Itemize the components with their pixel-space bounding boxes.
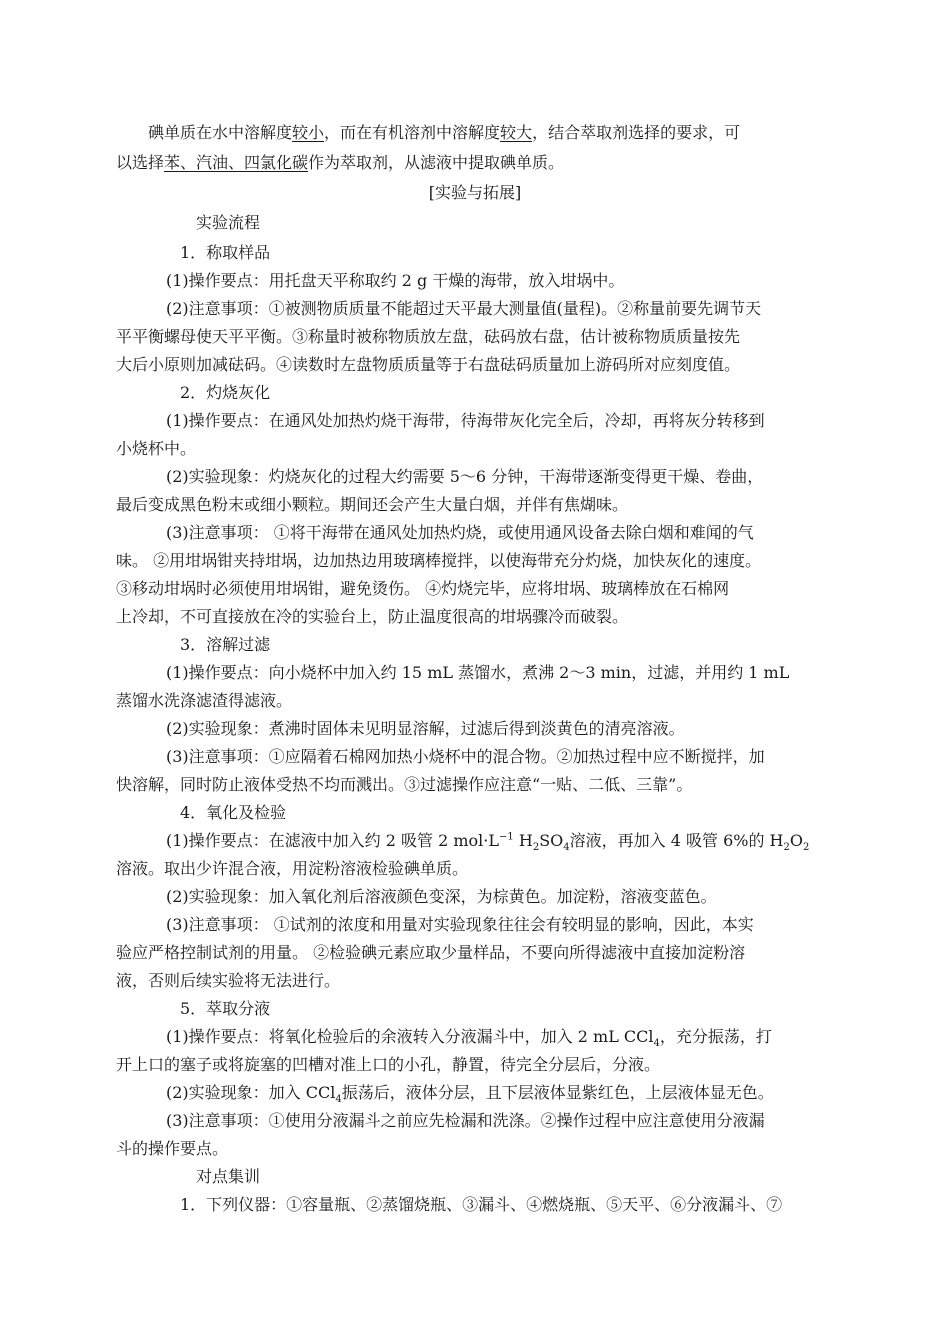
step-2-p3-line: ③移动坩埚时必须使用坩埚钳，避免烫伤。 ④灼烧完毕，应将坩埚、玻璃棒放在石棉网 — [116, 579, 730, 598]
text: (1)操作要点：在滤液中加入约 2 吸管 2 mol·L — [166, 831, 500, 850]
text: 以选择 — [116, 153, 165, 172]
text: ，而在有机溶剂中溶解度 — [324, 123, 501, 142]
section-title: [实验与拓展] — [428, 183, 522, 202]
text: H — [513, 831, 533, 850]
step-2-p2-line: 最后变成黑色粉末或细小颗粒。期间还会产生大量白烟，并伴有焦煳味。 — [116, 495, 629, 514]
step-3-p3-line: (3)注意事项：①应隔着石棉网加热小烧杯中的混合物。②加热过程中应不断搅拌，加 — [166, 747, 765, 766]
step-4-title: 4．氧化及检验 — [180, 803, 287, 822]
step-1-title: 1．称取样品 — [180, 243, 271, 262]
text: 振荡后，液体分层，且下层液体显紫红色，上层液体显无色。 — [341, 1083, 774, 1102]
subscript: 2 — [783, 842, 790, 854]
step-2-p3-line: (3)注意事项： ①将干海带在通风处加热灼烧，或使用通风设备去除白烟和难闻的气 — [166, 523, 754, 542]
step-3-p3-line: 快溶解，同时防止液体受热不均而溅出。③过滤操作应注意“一贴、二低、三靠”。 — [116, 775, 693, 794]
underlined-text: 较小 — [292, 123, 325, 142]
text: (1)操作要点：将氧化检验后的余液转入分液漏斗中，加入 2 mL CCl — [166, 1027, 654, 1046]
flow-heading: 实验流程 — [196, 213, 261, 232]
text: ，结合萃取剂选择的要求，可 — [532, 123, 741, 142]
step-5-p1-line: 开上口的塞子或将旋塞的凹槽对准上口的小孔，静置，待完全分层后，分液。 — [116, 1055, 661, 1074]
step-4-p1-line — [166, 830, 886, 852]
step-5-p3-line: 斗的操作要点。 — [116, 1139, 229, 1158]
step-1-p2-line: 平平衡螺母使天平平衡。③称量时被称物质放左盘，砝码放右盘，估计被称物质质量按先 — [116, 327, 741, 346]
step-4-p3-line: 验应严格控制试剂的用量。 ②检验碘元素应取少量样品，不要向所得滤液中直接加淀粉溶 — [116, 943, 746, 962]
step-2-p2-line: (2)实验现象：灼烧灰化的过程大约需要 5～6 分钟，干海带逐渐变得更干燥、卷曲， — [166, 467, 764, 486]
subscript: 2 — [803, 842, 810, 854]
step-1-p1: (1)操作要点：用托盘天平称取约 2 g 干燥的海带，放入坩埚中。 — [166, 271, 625, 290]
subscript: 2 — [532, 842, 540, 854]
step-3-p1-line: (1)操作要点：向小烧杯中加入约 15 mL 蒸馏水，煮沸 2～3 min，过滤，并用约 1 mL — [166, 663, 790, 682]
step-3-title: 3．溶解过滤 — [180, 635, 271, 654]
step-5-p2 — [166, 1082, 886, 1104]
subscript: 4 — [335, 1094, 342, 1106]
text: 碘单质在水中溶解度 — [148, 123, 293, 142]
text: 作为萃取剂，从滤液中提取碘单质。 — [308, 153, 565, 172]
text: SO — [539, 831, 564, 850]
intro-line-2 — [116, 152, 836, 174]
step-4-p1-line: 溶液。取出少许混合液，用淀粉溶液检验碘单质。 — [116, 859, 469, 878]
step-3-p1-line: 蒸馏水洗涤滤渣得滤液。 — [116, 691, 293, 710]
step-2-p3-line: 味。 ②用坩埚钳夹持坩埚，边加热边用玻璃棒搅拌，以使海带充分灼烧，加快灰化的速度。 — [116, 551, 762, 570]
text: O — [789, 831, 804, 850]
step-2-p1-line: 小烧杯中。 — [116, 439, 197, 458]
intro-line-1 — [148, 122, 868, 144]
subscript: 4 — [653, 1038, 660, 1050]
question-1: 1．下列仪器：①容量瓶、②蒸馏烧瓶、③漏斗、④燃烧瓶、⑤天平、⑥分液漏斗、⑦ — [180, 1195, 783, 1214]
step-1-p2-line: 大后小原则加减砝码。④读数时左盘物质质量等于右盘砝码质量加上游码所对应刻度值。 — [116, 355, 741, 374]
step-2-title: 2．灼烧灰化 — [180, 383, 271, 402]
step-3-p2: (2)实验现象：煮沸时固体未见明显溶解，过滤后得到淡黄色的清亮溶液。 — [166, 719, 685, 738]
underlined-text: 苯、汽油、四氯化碳 — [164, 153, 309, 172]
step-5-p1-line — [166, 1026, 886, 1048]
step-1-p2-line: (2)注意事项：①被测物质质量不能超过天平最大测量值(量程)。②称量前要先调节天 — [166, 299, 762, 318]
text: (2)实验现象：加入 CCl — [166, 1083, 336, 1102]
step-4-p3-line: (3)注意事项： ①试剂的浓度和用量对实验现象往往会有较明显的影响，因此，本实 — [166, 915, 754, 934]
step-4-p3-line: 液，否则后续实验将无法进行。 — [116, 971, 341, 990]
text: 溶液，再加入 4 吸管 6%的 H — [569, 831, 784, 850]
step-4-p2: (2)实验现象：加入氧化剂后溶液颜色变深，为棕黄色。加淀粉，溶液变蓝色。 — [166, 887, 717, 906]
step-5-p3-line: (3)注意事项：①使用分液漏斗之前应先检漏和洗涤。②操作过程中应注意使用分液漏 — [166, 1111, 765, 1130]
step-5-title: 5．萃取分液 — [180, 999, 271, 1018]
text: ，充分振荡，打 — [659, 1027, 772, 1046]
superscript: −1 — [499, 831, 514, 843]
step-2-p1-line: (1)操作要点：在通风处加热灼烧干海带，待海带灰化完全后，冷却，再将灰分转移到 — [166, 411, 765, 430]
subscript: 4 — [563, 842, 570, 854]
practice-heading: 对点集训 — [196, 1167, 261, 1186]
step-2-p3-line: 上冷却，不可直接放在冷的实验台上，防止温度很高的坩埚骤冷而破裂。 — [116, 607, 629, 626]
underlined-text: 较大 — [500, 123, 533, 142]
